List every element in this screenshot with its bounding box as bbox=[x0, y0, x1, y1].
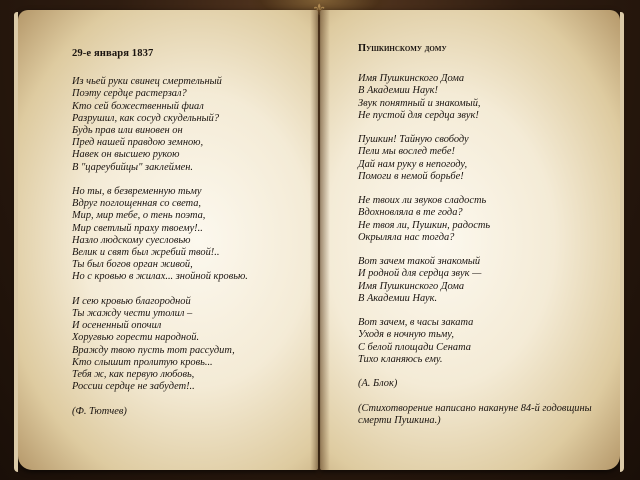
poem-line: Но ты, в безвременную тьму bbox=[72, 186, 202, 198]
poem-line: Имя Пушкинского Дома bbox=[358, 73, 465, 85]
stanza bbox=[358, 134, 592, 183]
poem-line: И сею кровью благородной bbox=[72, 295, 191, 307]
poem-line: Уходя в ночную тьму, bbox=[358, 329, 454, 341]
poem-line: И осененный опочил bbox=[72, 320, 162, 332]
poem-line: И родной для сердца звук — bbox=[358, 268, 482, 280]
poem-line: Пели мы вослед тебе! bbox=[358, 146, 455, 158]
right-page-content bbox=[358, 43, 592, 439]
poem-line: Вдруг поглощенная со света, bbox=[72, 198, 202, 210]
poem-line: Пушкин! Тайную свободу bbox=[358, 134, 469, 146]
right-poem bbox=[358, 73, 592, 427]
poem-line: Кто слышит пролитую кровь... bbox=[72, 356, 213, 368]
poem-line: В Академии Наук. bbox=[358, 292, 438, 304]
poem-line: Ты жажду чести утолил – bbox=[72, 308, 193, 320]
stanza bbox=[358, 195, 592, 244]
poem-line: Хоругвью горести народной. bbox=[72, 332, 200, 344]
left-poem bbox=[72, 76, 248, 418]
poem-line: Тихо кланяюсь ему. bbox=[358, 353, 443, 365]
poem-line: Тебя ж, как первую любовь, bbox=[72, 369, 195, 381]
poem-line: Вот зачем такой знакомый bbox=[358, 256, 481, 268]
book-spine bbox=[310, 10, 330, 470]
poem-line: Разрушил, как сосуд скудельный? bbox=[72, 112, 220, 124]
poem-line: смерти Пушкина.) bbox=[358, 414, 441, 426]
poem-line: Назло людскому суесловью bbox=[72, 234, 191, 246]
poem-line: Кто сей божественный фиал bbox=[72, 100, 204, 112]
poem-line: Дай нам руку в непогоду, bbox=[358, 158, 468, 170]
poem-line: Из чьей руки свинец смертельный bbox=[72, 76, 222, 88]
stanza bbox=[72, 186, 248, 284]
poem-line: Помоги в немой борьбе! bbox=[358, 170, 464, 182]
poem-line: Вот зачем, в часы заката bbox=[358, 317, 474, 329]
stanza bbox=[72, 296, 248, 394]
poem-line: Поэту сердце растерзал? bbox=[72, 88, 187, 100]
poem-line: Велик и свят был жребий твой!.. bbox=[72, 247, 220, 259]
poem-line: В "цареубийцы" заклеймен. bbox=[72, 161, 193, 173]
stanza bbox=[72, 406, 248, 418]
poem-line: Навек он высшею рукою bbox=[72, 149, 180, 161]
poem-line: Не твоих ли звуков сладость bbox=[358, 195, 487, 207]
poem-line: Вражду твою пусть тот рассудит, bbox=[72, 344, 235, 356]
poem-line: Не твоя ли, Пушкин, радость bbox=[358, 219, 491, 231]
poem-line: (Стихотворение написано накануне 84-й годовщины bbox=[358, 402, 592, 414]
poem-line: Но с кровью в жилах... знойной кровью. bbox=[72, 271, 248, 283]
left-page-edges bbox=[14, 12, 18, 472]
stanza bbox=[358, 73, 592, 122]
right-page-edges bbox=[620, 12, 624, 472]
poem-line: Мир, мир тебе, о тень поэта, bbox=[72, 210, 206, 222]
left-page-content bbox=[72, 48, 248, 430]
stanza bbox=[358, 256, 592, 305]
left-page-title: 29-е января 1837 bbox=[72, 48, 154, 59]
poem-line: Окрыляла нас тогда? bbox=[358, 231, 455, 243]
poem-line: Имя Пушкинского Дома bbox=[358, 280, 465, 292]
poem-line: Вдохновляла в те года? bbox=[358, 207, 463, 219]
stanza bbox=[358, 403, 592, 427]
poem-line: (Ф. Тютчев) bbox=[72, 405, 127, 417]
poem-line: С белой площади Сената bbox=[358, 341, 471, 353]
poem-line: Мир светлый праху твоему!.. bbox=[72, 222, 203, 234]
poem-line: Ты был богов орган живой, bbox=[72, 259, 193, 271]
stanza bbox=[358, 317, 592, 366]
poem-line: Будь прав или виновен он bbox=[72, 125, 183, 137]
poem-line: (А. Блок) bbox=[358, 378, 398, 390]
stanza bbox=[72, 76, 248, 174]
poem-line: В Академии Наук! bbox=[358, 85, 438, 97]
stanza bbox=[358, 378, 592, 390]
right-page-title: Пушкинскому дому bbox=[358, 43, 447, 54]
left-page bbox=[18, 10, 318, 470]
open-book bbox=[18, 10, 622, 472]
poem-line: Пред нашей правдою земною, bbox=[72, 137, 204, 149]
poem-line: Не пустой для сердца звук! bbox=[358, 109, 479, 121]
poem-line: России сердце не забудет!.. bbox=[72, 381, 195, 393]
poem-line: Звук понятный и знакомый, bbox=[358, 97, 481, 109]
right-page bbox=[320, 10, 620, 470]
